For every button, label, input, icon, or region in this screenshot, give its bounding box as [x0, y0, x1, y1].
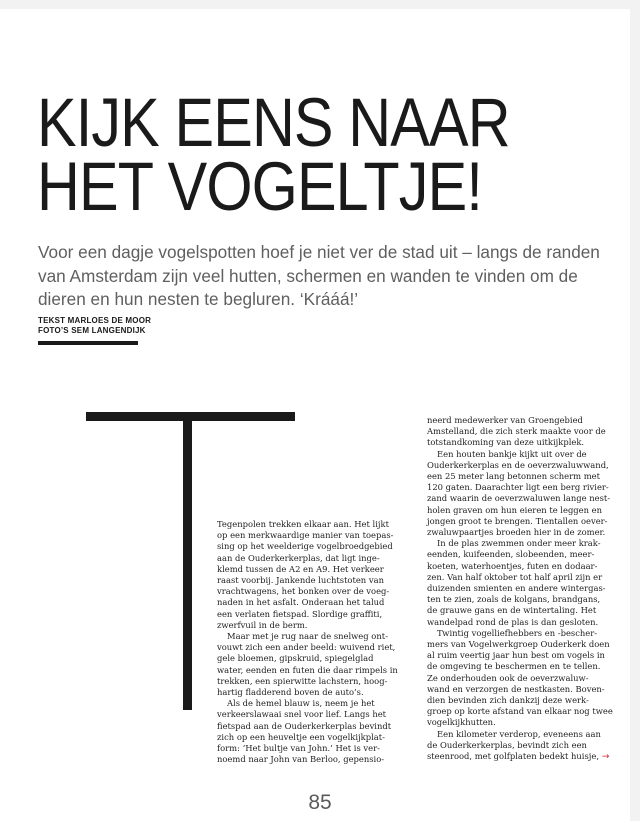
text-line: wandelpad rond de plas is dan gesloten. [427, 616, 599, 627]
intro-paragraph: Voor een dagje vogelspotten hoef je niet ver de stad uit – langs de randen van Amsterdam zijn veel hutten, schermen en wanden te vinden om de dieren en hun nesten te begluren. ‘Krááá!’ [38, 242, 600, 309]
text-line: vogelkijkhutten. [427, 717, 496, 728]
text-line: form: ‘Het bultje van John.’ Het is ver- [217, 743, 380, 754]
text-line: zich op een heuveltje een vogelkijkplat- [217, 731, 385, 742]
text-line: noemd naar John van Berloo, gepensio- [217, 754, 385, 765]
dropcap-t-stem [183, 412, 192, 710]
paragraph [217, 631, 407, 698]
text-line: zwerfvuil in de berm. [217, 619, 308, 630]
text-line: naden in het asfalt. Onderaan het talud [217, 597, 385, 608]
headline-line-1: KIJK EENS NAAR [37, 84, 510, 161]
text-line: zwaluwpaartjes broeden hier in de zomer. [427, 527, 606, 538]
text-line: zen. Van half oktober tot half april zijn er [427, 571, 603, 582]
text-line: verkeerslawaai snel voor lief. Langs het [217, 709, 387, 720]
paragraph [427, 628, 615, 729]
text-line: Maar met je rug naar de snelweg ont- [227, 631, 388, 642]
text-line: op een merkwaardige manier van toepas- [217, 530, 394, 541]
text-line: Ze onderhouden ook de oeverzwaluw- [427, 672, 589, 683]
text-line: mers van Vogelwerkgroep Ouderkerk doen [427, 639, 610, 650]
text-line: trekken, een spierwitte lachstern, hoog- [217, 675, 388, 686]
headline-line-2: HET VOGELTJE! [37, 148, 482, 225]
paragraph [427, 415, 615, 449]
text-line: gele bloemen, gipskruid, spiegelglad [217, 653, 374, 664]
text-line: koeten, waterhoentjes, futen en dodaar- [427, 560, 598, 571]
text-line: totstandkoming van deze uitkijkplek. [427, 437, 585, 448]
credits [38, 316, 151, 336]
text-line: de omgeving te beschermen en te tellen. [427, 661, 601, 672]
page-number: 85 [308, 791, 332, 814]
text-line: al ruim veertig jaar hun best om vogels in [427, 650, 605, 661]
credit-photo: FOTO’S SEM LANGENDIJK [38, 326, 146, 335]
continue-arrow-icon: → [598, 752, 610, 763]
text-line: Twintig vogelliefhebbers en -bescher- [437, 627, 598, 638]
paragraph [427, 538, 615, 628]
text-line: Tegenpolen trekken elkaar aan. Het lijkt [217, 519, 389, 529]
headline [37, 84, 510, 225]
paragraph-last [427, 729, 615, 764]
text-line: Een kilometer verderop, eveneens aan [437, 728, 601, 739]
text-line: aan de Ouderkerkerplas, dat ligt inge- [217, 552, 380, 563]
text-line: Een houten bankje kijkt uit over de [437, 448, 587, 459]
text-line: jongen groot te brengen. Tientallen oever- [427, 515, 608, 526]
text-line: hartig fladderend boven de auto’s. [217, 687, 364, 698]
text-line: wand en verzorgen de nestkasten. Boven- [427, 683, 605, 694]
text-line: In de plas zwemmen onder meer krak- [437, 538, 601, 549]
text-line: zand waarin de oeverzwaluwen lange nest- [427, 493, 611, 504]
paragraph [427, 449, 615, 539]
text-line: fietspad aan de Ouderkerkerplas bevindt [217, 720, 392, 731]
paragraph [217, 698, 407, 765]
text-line: steenrood, met golfplaten bedekt huisje, [427, 751, 599, 762]
text-line: een 25 meter lang betonnen scherm met [427, 471, 600, 482]
text-line: 120 gaten. Daarachter ligt een berg rivier- [427, 482, 609, 493]
text-line: duizenden smienten en andere wintergas- [427, 583, 606, 594]
text-line: vrachtwagens, het bonken over de voeg- [217, 586, 390, 597]
body-column-2 [427, 415, 615, 763]
text-line: dien bevinden zich dankzij deze werk- [427, 695, 589, 706]
text-line: de grauwe gans en de wintertaling. Het [427, 605, 597, 616]
text-line: holen graven om hun eieren te leggen en [427, 504, 603, 515]
text-line: raast voorbij. Jankende luchtstoten van [217, 575, 384, 586]
body-column-1 [217, 519, 407, 765]
text-line: klemd tussen de A2 en A9. Het verkeer [217, 563, 384, 574]
credit-text: TEKST MARLOES DE MOOR [38, 316, 152, 325]
text-line: Als de hemel blauw is, neem je het [227, 698, 375, 709]
magazine-page [0, 9, 630, 821]
text-line: ten te zien, zoals de kolgans, brandgans, [427, 594, 601, 605]
paragraph [217, 519, 407, 631]
text-line: een verlaten fietspad. Slordige graffiti, [217, 608, 383, 619]
text-line: groep op korte afstand van elkaar nog twee [427, 706, 613, 717]
text-line: de Ouderkerkerplas, bevindt zich een [427, 739, 587, 750]
text-line: neerd medewerker van Groengebied [427, 415, 583, 425]
text-line: water, eenden en futen die daar rimpels in [217, 664, 398, 675]
text-line: vouwt zich een ander beeld: wuivend riet, [217, 642, 396, 653]
text-line: eenden, kuifeenden, slobeenden, meer- [427, 549, 595, 560]
text-line: Amstelland, die zich sterk maakte voor de [427, 426, 606, 437]
credit-rule [38, 341, 138, 345]
text-line: sing op het weelderige vogelbroedgebied [217, 541, 393, 552]
text-line: Ouderkerkerplas en de oeverzwaluwwand, [427, 459, 609, 470]
